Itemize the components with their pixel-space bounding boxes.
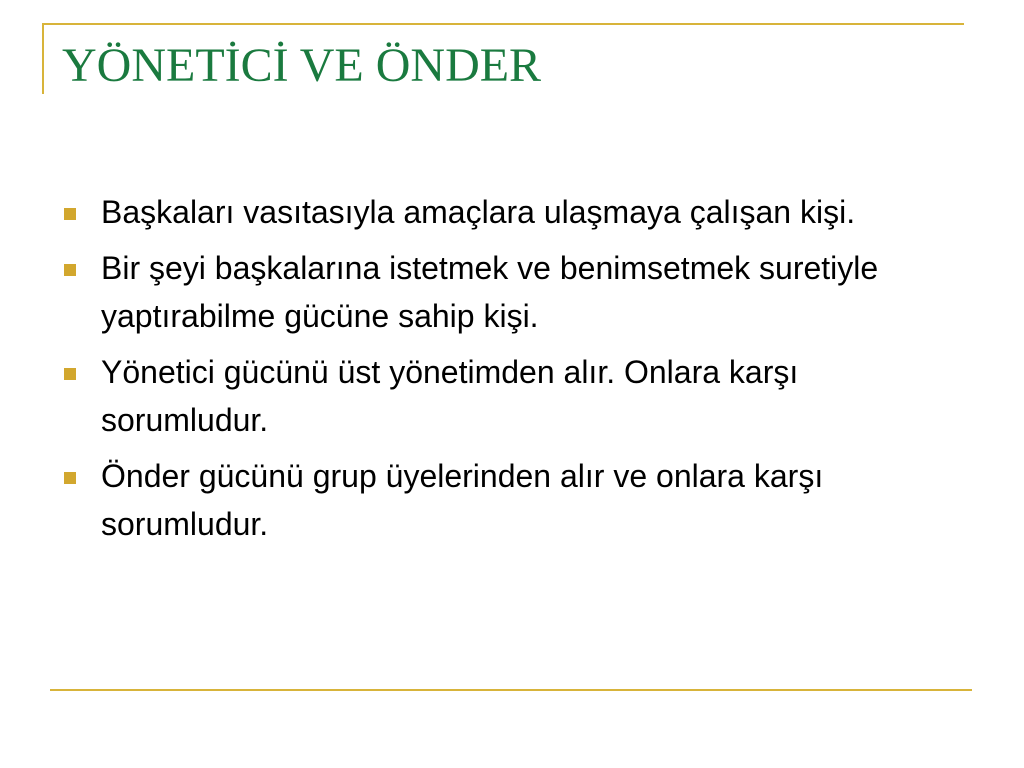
bullet-text: Önder gücünü grup üyelerinden alır ve onlara karşı sorumludur.: [101, 458, 824, 542]
bullet-item: [62, 348, 962, 444]
bullet-text: Yönetici gücünü üst yönetimden alır. Onlara karşı sorumludur.: [101, 354, 799, 438]
bullet-item: [62, 244, 962, 340]
square-bullet-icon: [64, 368, 76, 380]
footer-rule: [50, 689, 972, 691]
slide-title: YÖNETİCİ VE ÖNDER: [62, 39, 542, 92]
bullet-item: [62, 452, 962, 548]
bullet-item: [62, 188, 962, 236]
square-bullet-icon: [64, 264, 76, 276]
bullet-text: Başkaları vasıtasıyla amaçlara ulaşmaya çalışan kişi.: [101, 194, 856, 230]
title-top-rule: [42, 23, 964, 25]
square-bullet-icon: [64, 208, 76, 220]
bullet-text: Bir şeyi başkalarına istetmek ve benimsetmek suretiyle yaptırabilme gücüne sahip kişi.: [101, 250, 879, 334]
title-left-rule: [42, 23, 44, 94]
square-bullet-icon: [64, 472, 76, 484]
bullet-list: [62, 188, 962, 556]
